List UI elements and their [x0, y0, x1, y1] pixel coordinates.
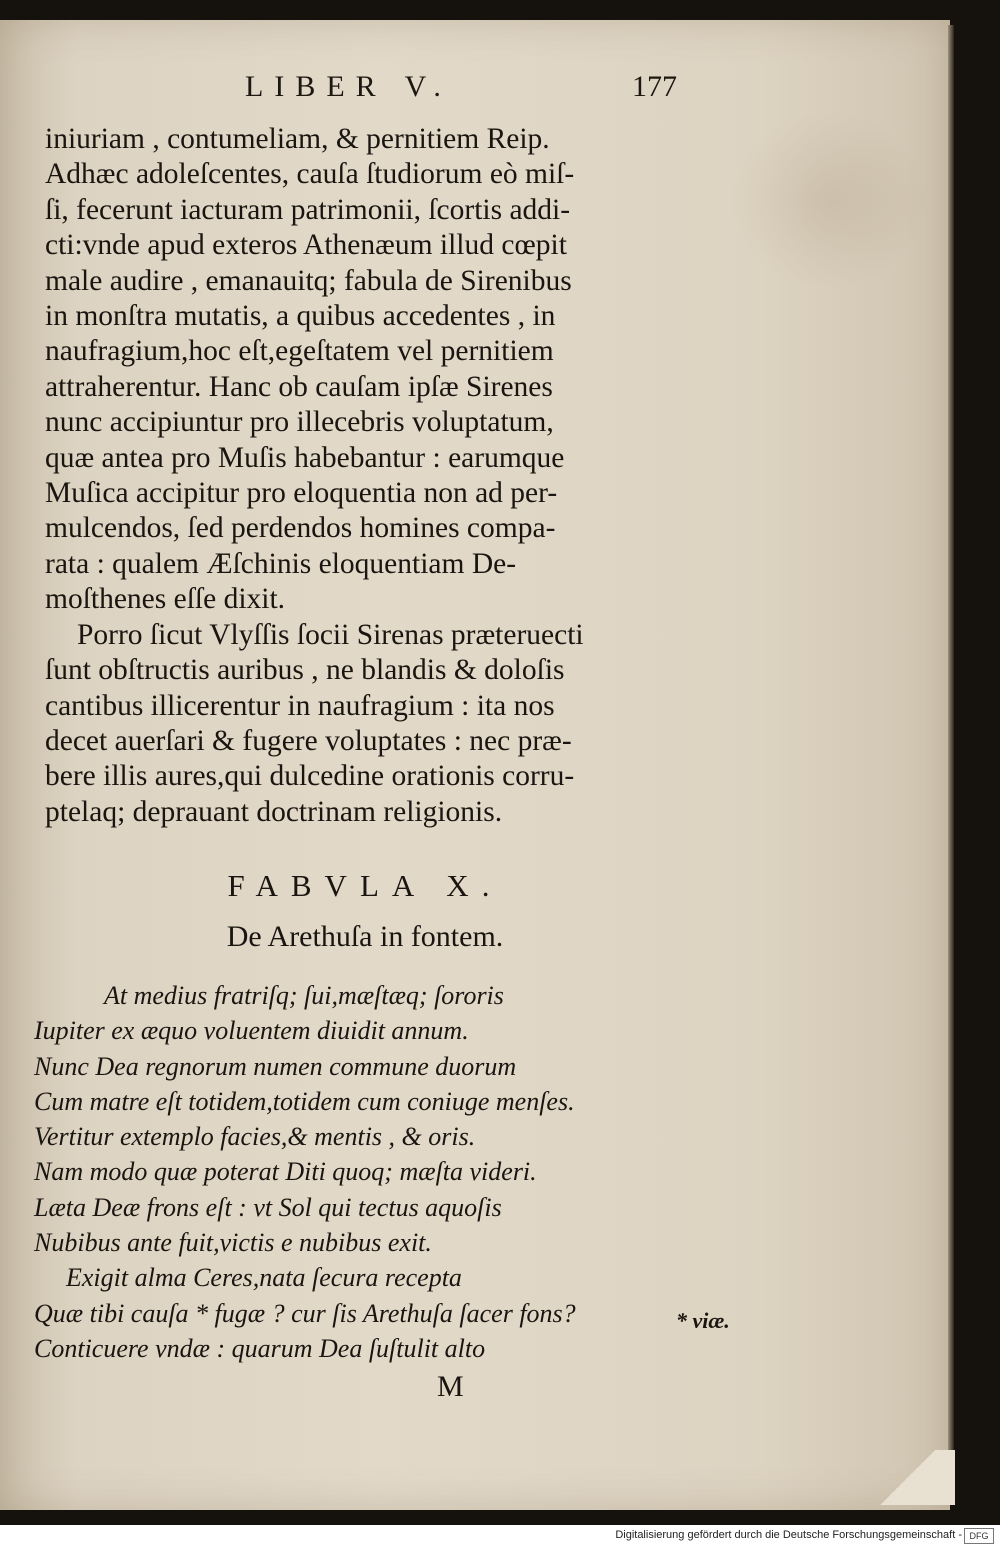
verse-line: Nunc Dea regnorum numen commune duorum	[34, 1051, 517, 1081]
text-line: in monſtra mutatis, a quibus accedentes , in	[45, 300, 556, 333]
verse-line: Nubibus ante fuit,victis e nubibus exit.	[34, 1228, 432, 1258]
fabula-subtitle: De Arethuſa in fontem.	[226, 920, 504, 953]
text-line: attraherentur. Hanc ob cauſam ipſæ Sirenes	[45, 370, 553, 403]
text-line: Adhæc adoleſcentes, cauſa ſtudiorum eò miſ-	[45, 158, 575, 191]
text-line: iniuriam , contumeliam, & pernitiem Reip.	[45, 123, 550, 155]
text-line: decet auerſari & fugere voluptates : nec præ-	[45, 724, 572, 757]
text-line: ſi, fecerunt iacturam patrimonii, ſcortis addi-	[45, 193, 571, 226]
verse-line: Exigit alma Ceres,nata ſecura recepta	[66, 1263, 462, 1293]
dfg-logo[interactable]: DFG	[964, 1528, 994, 1544]
fabula-heading: FABVLA X.	[227, 868, 503, 903]
verse-line: Quæ tibi cauſa * fugæ ? cur ſis Arethuſa ſacer fons?	[34, 1298, 576, 1328]
running-head: LIBER V.	[245, 70, 452, 103]
text-line: male audire , emanauitq; fabula de Sirenibus	[45, 264, 572, 297]
page-number: 177	[632, 70, 677, 103]
verse-line: Nam modo quæ poterat Diti quoq; mæſta videri.	[34, 1157, 537, 1187]
page-corner-fold	[860, 1450, 955, 1505]
verse-line: Iupiter ex æquo voluentem diuidit annum.	[34, 1016, 469, 1046]
page-edge	[948, 25, 954, 1505]
verse-line: Conticuere vndæ : quarum Dea ſuſtulit alto	[34, 1333, 486, 1363]
digitization-footer	[0, 1525, 1000, 1547]
text-line: cantibus illicerentur in naufragium : ita nos	[45, 689, 555, 722]
body-text	[45, 122, 685, 830]
marginal-note: * viæ.	[676, 1308, 730, 1333]
verse-line: Vertitur extemplo facies,& mentis , & oris.	[34, 1122, 476, 1152]
verse-line: Læta Deæ frons eſt : vt Sol qui tectus aquoſis	[34, 1192, 502, 1222]
text-line: nunc accipiuntur pro illecebris voluptatum,	[45, 406, 554, 439]
text-line: mulcendos, ſed perdendos homines compa-	[45, 512, 556, 545]
text-line: rata : qualem Æſchinis eloquentiam De-	[45, 547, 517, 580]
text-line: Muſica accipitur pro eloquentia non ad per-	[45, 477, 558, 510]
text-line: ptelaq; deprauant doctrinam religionis.	[45, 795, 503, 828]
signature-mark: M	[437, 1370, 464, 1403]
text-line: naufragium,hoc eſt,egeſtatem vel pernitiem	[45, 335, 554, 368]
verse-line: Cum matre eſt totidem,totidem cum coniuge menſes.	[34, 1086, 575, 1116]
ink-bleed-through	[730, 110, 930, 290]
footer-credit: Digitalisierung gefördert durch die Deutsche Forschungsgemeinschaft -	[615, 1529, 962, 1541]
text-line: quæ antea pro Muſis habebantur : earumque	[45, 441, 565, 474]
text-line: bere illis aures,qui dulcedine orationis corru-	[45, 760, 575, 793]
verse-line: At medius fratriſq; ſui,mæſtæq; ſororis	[104, 981, 504, 1010]
text-line: moſthenes eſſe dixit.	[45, 583, 286, 616]
text-line: cti:vnde apud exteros Athenæum illud cœpit	[45, 229, 567, 262]
verse-block	[34, 978, 754, 1366]
text-line: ſunt obſtructis auribus , ne blandis & doloſis	[45, 654, 565, 687]
text-line: Porro ſicut Vlyſſis ſocii Sirenas præteruecti	[77, 618, 584, 651]
